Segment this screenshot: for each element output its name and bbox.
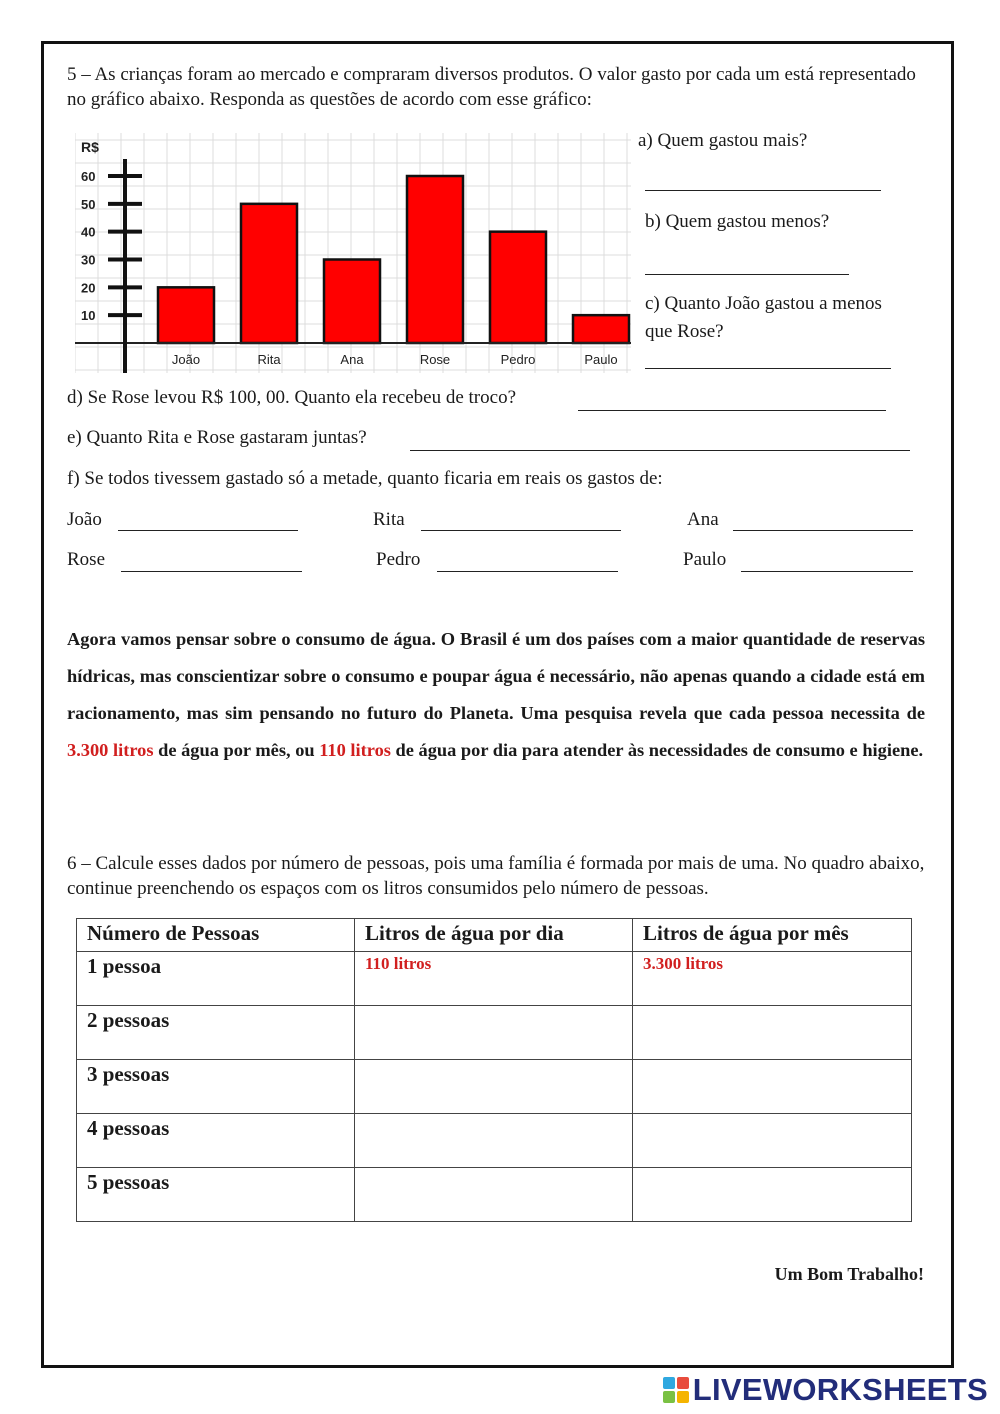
q6-intro: 6 – Calcule esses dados por número de pessoas, pois uma família é formada por mais de uma. No quadro abaixo, continue preenchendo os espaços com os litros consumidos pelo número de pessoas. (67, 853, 925, 899)
water-consumption-paragraph (67, 621, 925, 769)
y-tick-label: 40 (81, 224, 96, 240)
y-axis-label: R$ (81, 139, 99, 155)
cell-liters-month: 3.300 litros (633, 952, 912, 1006)
f-answer-ana[interactable] (733, 512, 913, 531)
f-answer-rita[interactable] (421, 512, 621, 531)
bar-chart-svg (75, 133, 631, 373)
y-tick-label: 10 (81, 308, 96, 324)
table-row (77, 1060, 912, 1114)
cell-liters-day[interactable] (355, 1114, 633, 1168)
question-b: b) Quem gastou menos? (645, 211, 830, 232)
header-people: Número de Pessoas (77, 919, 355, 952)
question-e: e) Quanto Rita e Rose gastaram juntas? (67, 427, 367, 448)
cell-liters-month[interactable] (633, 1114, 912, 1168)
f-name-rose: Rose (67, 549, 105, 570)
question-c-line2: que Rose? (645, 321, 724, 342)
category-label: Paulo (584, 352, 618, 367)
cell-liters-month[interactable] (633, 1060, 912, 1114)
table-header-row (77, 919, 912, 952)
table-row (77, 1168, 912, 1222)
y-tick-label: 60 (81, 169, 96, 184)
table-row (77, 952, 912, 1006)
row-label: 3 pessoas (77, 1060, 355, 1114)
row-label: 4 pessoas (77, 1114, 355, 1168)
header-liters-month: Litros de água por mês (633, 919, 912, 952)
category-label: João (171, 352, 201, 367)
q5-intro: 5 – As crianças foram ao mercado e compraram diversos produtos. O valor gasto por cada um está representado no gráfico abaixo. Responda as questões de acordo com esse gráfico: (67, 64, 916, 110)
cell-liters-month[interactable] (633, 1006, 912, 1060)
answer-d-line[interactable] (578, 392, 886, 411)
liveworksheets-icon (663, 1377, 689, 1403)
bar-ana (324, 260, 380, 344)
cell-liters-day[interactable] (355, 1006, 633, 1060)
row-label: 5 pessoas (77, 1168, 355, 1222)
y-tick-label: 50 (81, 196, 96, 212)
water-table (76, 918, 912, 1222)
y-tick-label: 30 (81, 252, 96, 268)
table-row (77, 1114, 912, 1168)
f-answer-paulo[interactable] (741, 553, 913, 572)
closing-text: Um Bom Trabalho! (774, 1264, 924, 1284)
f-name-ana: Ana (687, 509, 719, 530)
f-name-rita: Rita (373, 509, 405, 530)
cell-liters-day: 110 litros (355, 952, 633, 1006)
paragraph-part1: Agora vamos pensar sobre o consumo de água. O Brasil é um dos países com a maior quantidade de reservas hídricas, mas conscientizar sobre o consumo e poupar água é necessário, não apenas quando a cidade está em racionamento, mas sim pensando no futuro do Planeta. Uma pesquisa revela que cada pessoa necessita de (67, 629, 925, 723)
f-answer-pedro[interactable] (437, 553, 618, 572)
bar-pedro (490, 232, 546, 343)
f-name-joao: João (67, 509, 102, 530)
f-name-paulo: Paulo (683, 549, 727, 570)
question-d: d) Se Rose levou R$ 100, 00. Quanto ela recebeu de troco? (67, 387, 517, 408)
question-f: f) Se todos tivessem gastado só a metade, quanto ficaria em reais os gastos de: (67, 468, 663, 489)
spending-bar-chart (75, 133, 631, 373)
bar-rose (407, 176, 463, 343)
question-c-line1: c) Quanto João gastou a menos (645, 293, 882, 314)
question-a: a) Quem gastou mais? (638, 130, 808, 151)
cell-liters-day[interactable] (355, 1168, 633, 1222)
cell-liters-month[interactable] (633, 1168, 912, 1222)
y-tick-label: 20 (81, 280, 96, 296)
answer-c-line[interactable] (645, 350, 891, 369)
daily-liters-highlight: 110 litros (319, 740, 391, 760)
f-name-pedro: Pedro (376, 549, 421, 570)
bar-joão (158, 287, 214, 343)
paragraph-part2: de água por mês, ou (153, 740, 320, 760)
cell-liters-day[interactable] (355, 1060, 633, 1114)
f-answer-joao[interactable] (118, 512, 298, 531)
paragraph-part3: de água por dia para atender às necessidades de consumo e higiene. (390, 740, 924, 760)
category-label: Pedro (500, 352, 536, 367)
category-label: Rose (419, 352, 451, 367)
monthly-liters-highlight: 3.300 litros (67, 740, 154, 760)
answer-a-line[interactable] (645, 172, 881, 191)
header-liters-day: Litros de água por dia (355, 919, 633, 952)
f-answer-rose[interactable] (121, 553, 302, 572)
row-label: 2 pessoas (77, 1006, 355, 1060)
bar-rita (241, 204, 297, 343)
row-label: 1 pessoa (77, 952, 355, 1006)
liveworksheets-logo (663, 1373, 988, 1407)
bar-paulo (573, 315, 629, 343)
category-label: Rita (257, 352, 281, 367)
table-row (77, 1006, 912, 1060)
category-label: Ana (340, 352, 364, 367)
answer-e-line[interactable] (410, 432, 910, 451)
brand-text: LIVEWORKSHEETS (692, 1372, 988, 1407)
answer-b-line[interactable] (645, 256, 849, 275)
